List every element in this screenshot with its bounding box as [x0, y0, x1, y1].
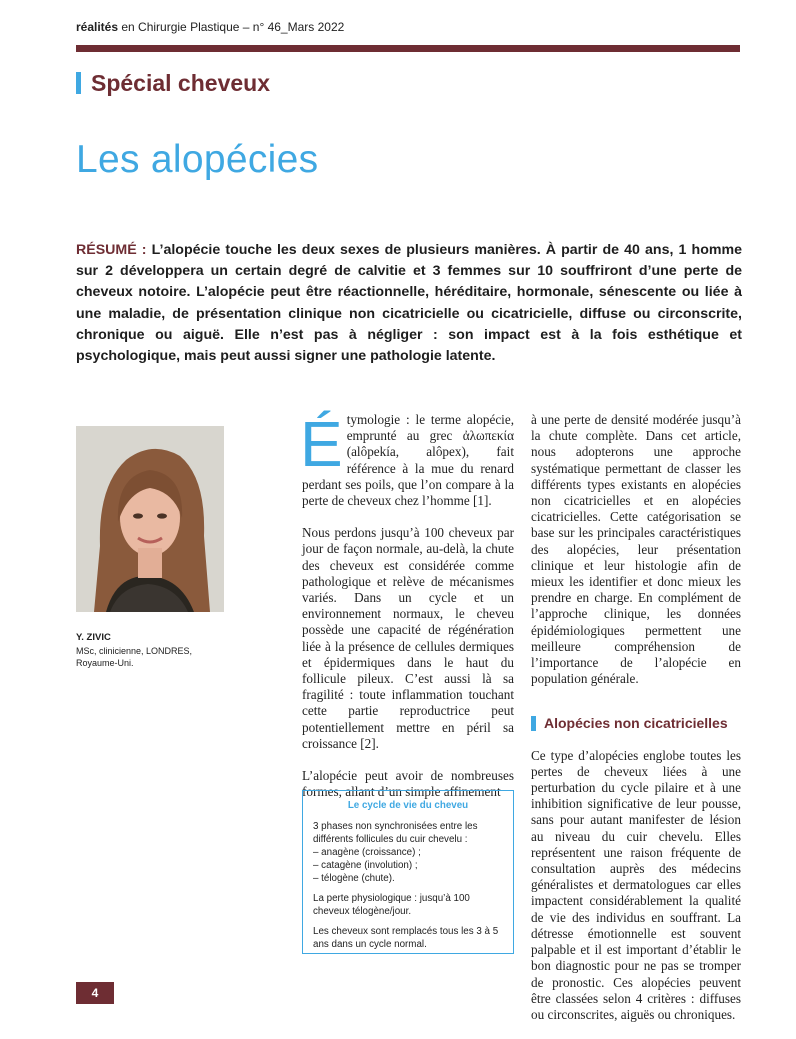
paragraph: Ce type d’alopécies englobe toutes les pertes de cheveux liées à une perturbation du cycle pilaire et à une inhibition significative de leur pousse, sans pour autant manifester de lésion au niveau du cuir chevelu. Elles représentent une raison fréquente de consultation auprès des médecins généralistes et dermatologues car elles impactent considérablement la qualité de vie des individus en souffrant. La détresse émotionnelle est souvent palpable et il est important d’établir le bon diagnostic pour ne pas se tromper de pronostic. Ces alopécies peuvent être classées selon 4 critères : diffuses ou circonscrites, aiguës ou chroniques.	[531, 747, 741, 1022]
section-marker	[76, 72, 81, 94]
author-name: Y. ZIVIC	[76, 632, 111, 643]
info-box-title: Le cycle de vie du cheveu	[347, 800, 469, 811]
info-box-intro-text: 3 phases non synchronisées entre les différents follicules du cuir chevelu :	[313, 821, 478, 845]
list-item: – anagène (croissance) ;	[313, 847, 421, 858]
section-heading	[76, 68, 270, 98]
section-label: Spécial cheveux	[91, 69, 270, 96]
paragraph	[300, 408, 514, 509]
subheading	[531, 715, 741, 731]
author-photo	[76, 426, 224, 612]
journal-name: réalités	[76, 20, 119, 34]
text-column-2	[531, 412, 741, 1039]
paragraph: Nous perdons jusqu’à 100 cheveux par jour de façon normale, au-delà, la chute des cheveux est considérée comme pathologique et relève de mécanismes variés. Dans un cycle et un environnement normaux, le cheveu possède une capacité de régénération liée à la présence de cellules dermiques et épidermiques dans le haut du follicule pileux. C’est aussi là sa fragilité : toute inflammation touchant cette partie reproductrice peut potentiellement mettre en péril sa croissance [2].	[302, 525, 514, 751]
subheading-text: Alopécies non cicatricielles	[544, 715, 728, 732]
paragraph: à une perte de densité modérée jusqu’à la chute complète. Dans cet article, nous adopterons une approche systématique permettant de classer les différents types existants en alopécies non cicatricielles et en alopécies cicatricielles. Cette catégorisation se base sur les principales caractéristiques des alopécies, leur présentation clinique et leur histologie afin de mieux les identifier et donc mieux les prendre en charge. En complément de l’approche clinique, les données épidémiologiques permettent une meilleure compréhension de l’importance de l’alopécie en population générale.	[531, 412, 741, 687]
article-title: Les alopécies	[76, 138, 319, 181]
info-box-paragraph: La perte physiologique : jusqu’à 100 cheveux télogène/jour.	[313, 893, 470, 917]
page-number: 4	[76, 982, 114, 1004]
paragraph-text: tymologie : le terme alopécie, emprunté au grec ἀλωπεκία (alôpekía, alôpex), fait référence à la mue du renard perdant ses poils, que l’on compare à la perte de cheveux chez l’homme [1].	[302, 412, 514, 509]
abstract	[76, 240, 742, 367]
text-column-1	[300, 408, 514, 816]
running-header	[76, 20, 740, 34]
issue-info: en Chirurgie Plastique – n° 46_Mars 2022	[118, 20, 345, 34]
subheading-marker	[531, 716, 536, 731]
abstract-text: L’alopécie touche les deux sexes de plusieurs manières. À partir de 40 ans, 1 homme sur 2 développera un certain degré de calvitie et 3 femmes sur 10 souffriront d’une perte de cheveux notoire. L’alopécie peut être réactionnelle, héréditaire, hormonale, sénescente ou liée à une maladie, de présentation clinique non cicatricielle ou cicatricielle, diffuse ou circonscrite, chronique ou aiguë. Elle n’est pas à négliger : son impact est à la fois esthétique et psychologique, mais peut aussi signer une pathologie latente.	[76, 242, 742, 365]
paragraph: L’alopécie peut avoir de nombreuses formes, allant d’un simple affinement	[302, 768, 514, 800]
drop-cap: É	[300, 408, 343, 480]
author-affiliation: MSc, clinicienne, LONDRES, Royaume-Uni.	[76, 646, 193, 668]
list-item: – catagène (involution) ;	[313, 860, 418, 871]
info-box	[302, 790, 514, 954]
list-item: – télogène (chute).	[313, 873, 395, 884]
header-rule	[76, 45, 740, 52]
abstract-label: RÉSUMÉ :	[76, 242, 147, 258]
info-box-paragraph: Les cheveux sont remplacés tous les 3 à 5 ans dans un cycle normal.	[313, 926, 499, 950]
info-box-intro	[313, 820, 503, 885]
